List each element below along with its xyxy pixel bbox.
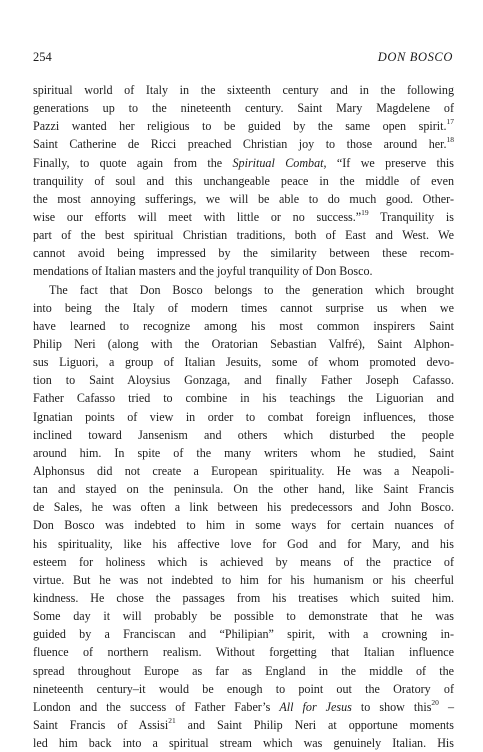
- text-line: esteem for holiness which is achieved by means of the practice of: [33, 554, 454, 569]
- page-number: 254: [33, 50, 52, 64]
- text-line: inclined toward Jansenism and others which disturbed the people: [33, 427, 454, 442]
- text-line: around him. In spite of the many writers whom he studied, Saint: [33, 445, 454, 460]
- text-line: have learned to recognize among his most common inspirers Saint: [33, 318, 454, 333]
- text-line: Alphonsus did not create a European spirituality. He was a Neapoli-: [33, 463, 454, 478]
- text-line: Father Cafasso tried to combine in his teachings the Liguorian and: [33, 391, 454, 406]
- text-line: tranquility of soul and this unchangeable peace in the middle of even: [33, 173, 454, 188]
- text-line: de Sales, he was often a link between his predecessors and John Bosco.: [33, 500, 454, 515]
- text-line: into being the Italy of modern times cannot surprise us when we: [33, 300, 454, 315]
- footnote-ref: 21: [168, 715, 176, 725]
- text-line: kindness. He chose the passages from his treatises which suited him.: [33, 590, 454, 605]
- text-line: fluence of northern realism. Without forgetting that Italian influence: [33, 645, 454, 660]
- text-line: Some day it will probably be possible to demonstrate that he was: [33, 609, 454, 624]
- text-line: Don Bosco was indebted to him in some ways for certain nuances of: [33, 518, 454, 533]
- text-line: generations up to the nineteenth century. Saint Mary Magdelene of: [33, 101, 454, 116]
- text-line: the most annoying sufferings, we will be able to do much good. Other-: [33, 191, 454, 206]
- footnote-ref: 20: [431, 697, 439, 707]
- text-line: led him back into a spiritual stream which was genuinely Italian. His: [33, 736, 454, 751]
- footnote-ref: 17: [446, 117, 454, 127]
- body-text: [33, 81, 454, 752]
- running-head: DON BOSCO: [377, 50, 453, 64]
- text-line: his spirituality, like his affective love for God and for Mary, and his: [33, 536, 454, 551]
- text-line: London and the success of Father Faber’s All for Jesus to show this$^{20}$ –: [33, 697, 455, 714]
- text-line: sus Liguori, a group of Italian Jesuits, some of whom promoted devo-: [33, 355, 454, 370]
- text-line: part of the best spiritual Christian traditions, both of East and West. We: [33, 228, 454, 243]
- text-line: Saint Francis of Assisi$^{21}$ and Saint Philip Neri at opportune moments: [33, 715, 454, 732]
- text-line: Finally, to quote again from the Spiritual Combat, “If we preserve this: [33, 155, 454, 170]
- text-line: mendations of Italian masters and the joyful tranquility of Don Bosco.: [33, 264, 373, 279]
- text-line: Saint Catherine de Ricci preached Christian joy to those around her.$^{18}$: [33, 135, 454, 152]
- book-title-italic: All for Jesus: [279, 699, 352, 714]
- text-line: spiritual world of Italy in the sixteenth century and in the following: [33, 83, 454, 97]
- text-line: wise our efforts will meet with little or no success.”$^{19}$ Tranquility is: [33, 207, 454, 224]
- text-line: Philip Neri (along with the Oratorian Sebastian Valfré), Saint Alphon-: [33, 336, 454, 351]
- text-line: tion to Saint Aloysius Gonzaga, and finally Father Joseph Cafasso.: [33, 373, 454, 388]
- text-line: The fact that Don Bosco belongs to the generation which brought: [49, 282, 454, 297]
- text-line: cannot avoid being impressed by the similarity between these recom-: [33, 246, 454, 261]
- text-line: tan and stayed on the peninsula. On the other hand, like Saint Francis: [33, 482, 454, 497]
- text-line: Ignatian points of view in order to combat foreign influences, those: [33, 409, 454, 424]
- text-line: guided by a Franciscan and “Philipian” spirit, with a crowning in-: [33, 627, 454, 642]
- text-line: virtue. But he was not indebted to him for his humanism or his cheerful: [33, 572, 454, 587]
- book-title-italic: Spiritual Combat,: [232, 155, 327, 170]
- page-header: [33, 50, 453, 66]
- text-line: Pazzi wanted her religious to be guided by the same open spirit.$^{17}$: [33, 117, 454, 134]
- footnote-ref: 19: [361, 207, 369, 217]
- text-line: spread throughout Europe as far as England in the middle of the: [33, 663, 454, 678]
- text-line: nineteenth century–it would be enough to point out the Oratory of: [33, 681, 454, 696]
- footnote-ref: 18: [446, 135, 454, 145]
